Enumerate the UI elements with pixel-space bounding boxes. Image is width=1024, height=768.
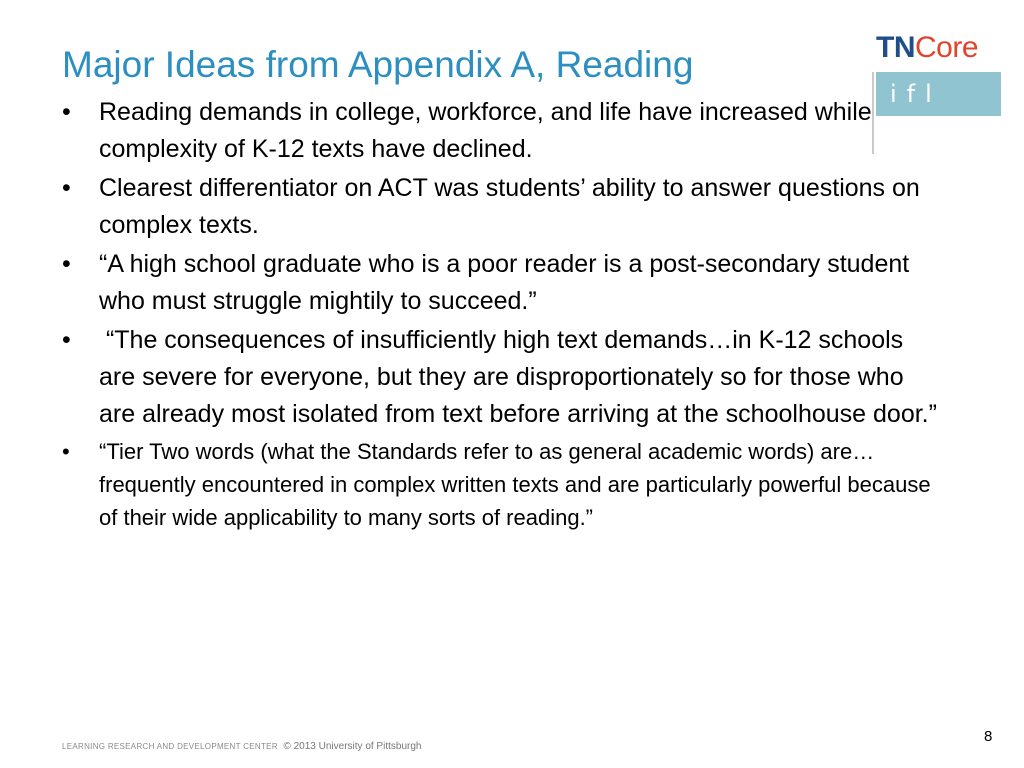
bullet-item bbox=[62, 322, 942, 433]
bullet-text: Clearest differentiator on ACT was students’ ability to answer questions on complex texts. bbox=[99, 174, 920, 239]
page-number: 8 bbox=[984, 728, 993, 745]
bullet-item bbox=[62, 94, 942, 168]
bullet-item bbox=[62, 170, 942, 244]
footer-center-name: LEARNING RESEARCH AND DEVELOPMENT CENTER bbox=[62, 742, 278, 751]
bullet-list bbox=[62, 94, 942, 534]
bullet-item bbox=[62, 435, 942, 534]
footer bbox=[62, 741, 421, 752]
bullet-text: “The consequences of insufficiently high text demands…in K-12 schools are severe for everyone, but they are disproportionately so for those who are already most isolated from text before arriving at the schoolhouse door.” bbox=[99, 326, 937, 428]
bullet-marker: • bbox=[62, 98, 71, 126]
bullet-text: “A high school graduate who is a poor reader is a post-secondary student who must struggle mightily to succeed.” bbox=[99, 250, 910, 315]
ifl-logo-box: ifl bbox=[876, 72, 1001, 116]
slide-title: Major Ideas from Appendix A, Reading bbox=[62, 44, 694, 85]
footer-copyright: © 2013 University of Pittsburgh bbox=[283, 741, 422, 752]
bullet-marker: • bbox=[62, 250, 71, 278]
logo-tn-text: TN bbox=[876, 31, 915, 64]
logo-core-text: Core bbox=[915, 31, 979, 64]
tncore-wordmark bbox=[876, 28, 978, 68]
bullet-text: “Tier Two words (what the Standards refer to as general academic words) are…frequently encountered in complex written texts and are particularly powerful because of their wide applicability to many sorts of reading.” bbox=[99, 439, 931, 530]
bullet-marker: • bbox=[62, 174, 71, 202]
bullet-marker: • bbox=[62, 439, 70, 464]
bullet-marker: • bbox=[62, 326, 71, 354]
bullet-text: Reading demands in college, workforce, and life have increased while complexity of K-12 texts have declined. bbox=[99, 98, 872, 163]
bullet-item bbox=[62, 246, 942, 320]
